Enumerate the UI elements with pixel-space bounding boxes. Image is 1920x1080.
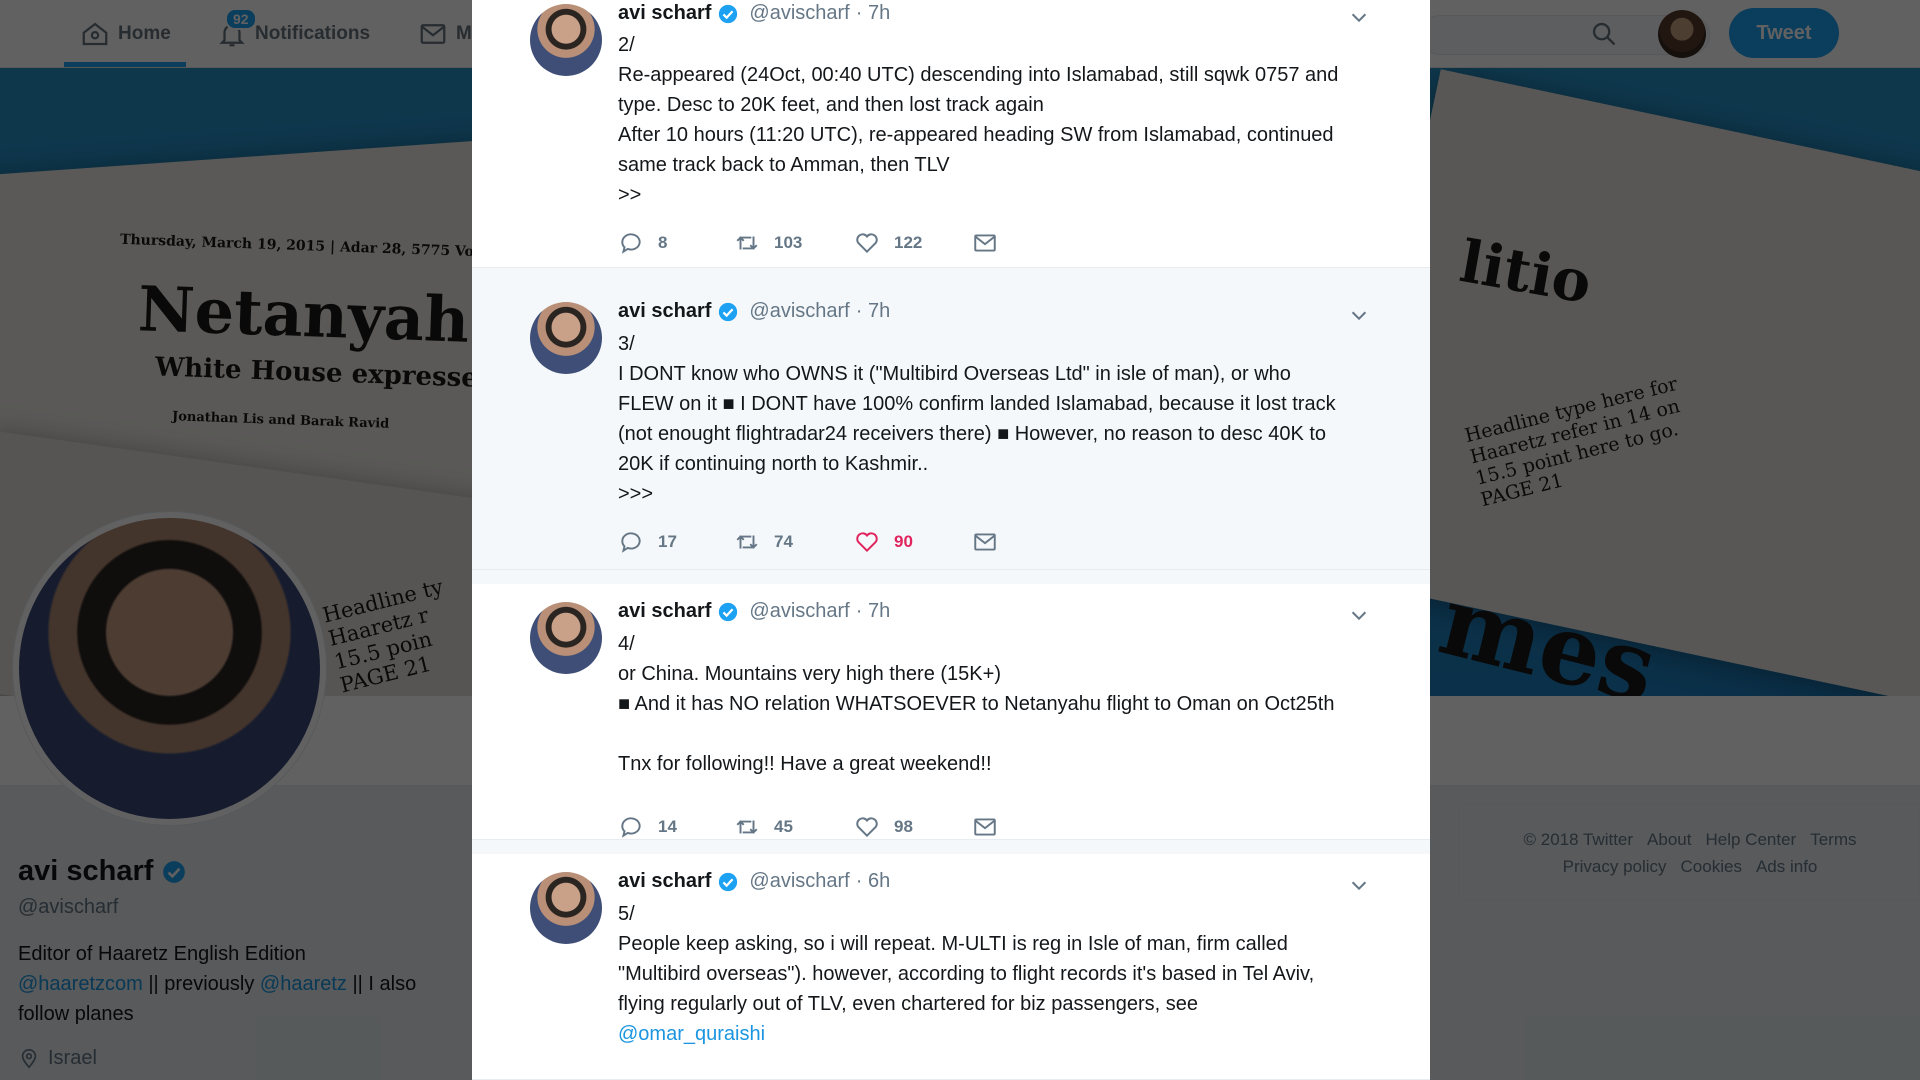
tweet-timestamp[interactable]: · 7h xyxy=(855,600,891,622)
tweet-author-name[interactable]: avi scharf xyxy=(618,300,712,322)
tweet-item[interactable] xyxy=(472,270,1430,570)
reply-count: 8 xyxy=(658,233,668,252)
retweet-count: 74 xyxy=(774,532,793,551)
tweet-item[interactable] xyxy=(472,584,1430,840)
verified-badge-icon xyxy=(717,301,739,323)
heart-icon xyxy=(854,529,880,555)
tweet-author-name[interactable]: avi scharf xyxy=(618,600,712,622)
tweet-header xyxy=(618,870,890,893)
tweet-text: 2/ Re-appeared (24Oct, 00:40 UTC) descending into Islamabad, still sqwk 0757 and type. Desc to 20K feet, and then lost track again After 10 hours (11:20 UTC), re-appeared heading SW from Islamabad, continued same track back to Amman, then TLV >> xyxy=(618,34,1339,206)
tweet-author-name[interactable]: avi scharf xyxy=(618,870,712,892)
retweet-button[interactable] xyxy=(734,814,793,840)
direct-message-button[interactable] xyxy=(972,814,998,840)
mention-link[interactable]: @omar_quraishi xyxy=(618,1023,766,1045)
tweet-text: 5/ People keep asking, so i will repeat. M-ULTI is reg in Isle of man, firm called "Multibird overseas"). however, according to flight records it's based in Tel Aviv, flying regularly out of TLV, even chartered for biz passengers, see xyxy=(618,903,1315,1015)
retweet-icon xyxy=(734,814,760,840)
chevron-down-icon[interactable] xyxy=(1348,304,1370,326)
direct-message-button[interactable] xyxy=(972,529,998,555)
tweet-handle[interactable]: @avischarf xyxy=(749,600,850,622)
reply-icon xyxy=(618,230,644,256)
chevron-down-icon[interactable] xyxy=(1348,874,1370,896)
tweet-handle[interactable]: @avischarf xyxy=(749,870,850,892)
envelope-icon xyxy=(972,814,998,840)
reply-count: 17 xyxy=(658,532,677,551)
verified-badge-icon xyxy=(717,871,739,893)
heart-icon xyxy=(854,230,880,256)
tweet-item[interactable] xyxy=(472,0,1430,268)
chevron-down-icon[interactable] xyxy=(1348,6,1370,28)
like-button[interactable] xyxy=(854,230,922,256)
tweet-handle[interactable]: @avischarf xyxy=(749,300,850,322)
heart-icon xyxy=(854,814,880,840)
tweet-text: 4/ or China. Mountains very high there (15K+) ■ And it has NO relation WHATSOEVER to Netanyahu flight to Oman on Oct25th Tnx for following!! Have a great weekend!! xyxy=(618,633,1335,775)
tweet-header xyxy=(618,300,890,323)
verified-badge-icon xyxy=(717,3,739,25)
tweet-author-name[interactable]: avi scharf xyxy=(618,2,712,24)
reply-button[interactable] xyxy=(618,529,677,555)
reply-button[interactable] xyxy=(618,814,677,840)
tweet-item[interactable] xyxy=(472,854,1430,1080)
verified-badge-icon xyxy=(717,601,739,623)
like-count: 98 xyxy=(894,817,913,836)
retweet-icon xyxy=(734,529,760,555)
retweet-icon xyxy=(734,230,760,256)
tweet-thread-modal xyxy=(472,0,1430,1080)
reply-icon xyxy=(618,529,644,555)
reply-count: 14 xyxy=(658,817,677,836)
retweet-count: 103 xyxy=(774,233,803,252)
reply-button[interactable] xyxy=(618,230,667,256)
like-button[interactable] xyxy=(854,529,913,555)
like-button[interactable] xyxy=(854,814,913,840)
like-count: 122 xyxy=(894,233,923,252)
retweet-button[interactable] xyxy=(734,230,802,256)
tweet-timestamp[interactable]: · 7h xyxy=(855,300,891,322)
retweet-button[interactable] xyxy=(734,529,793,555)
chevron-down-icon[interactable] xyxy=(1348,604,1370,626)
tweet-timestamp[interactable]: · 6h xyxy=(855,870,891,892)
envelope-icon xyxy=(972,230,998,256)
tweet-header xyxy=(618,2,890,25)
tweet-text: 3/ I DONT know who OWNS it ("Multibird Overseas Ltd" in isle of man), or who FLEW on it ■ I DONT have 100% confirm landed Islamabad, because it lost track (not enought flightradar24 receivers there) ■ However, no reason to desc 40K to 20K if continuing north to Kashmir.. >>> xyxy=(618,333,1336,505)
tweet-header xyxy=(618,600,890,623)
tweet-avatar[interactable] xyxy=(530,4,602,76)
tweet-avatar[interactable] xyxy=(530,602,602,674)
tweet-handle[interactable]: @avischarf xyxy=(749,2,850,24)
envelope-icon xyxy=(972,529,998,555)
like-count: 90 xyxy=(894,532,913,551)
tweet-timestamp[interactable]: · 7h xyxy=(855,2,891,24)
tweet-avatar[interactable] xyxy=(530,302,602,374)
tweet-text-container xyxy=(618,899,1398,1049)
retweet-count: 45 xyxy=(774,817,793,836)
reply-icon xyxy=(618,814,644,840)
tweet-avatar[interactable] xyxy=(530,872,602,944)
direct-message-button[interactable] xyxy=(972,230,998,256)
